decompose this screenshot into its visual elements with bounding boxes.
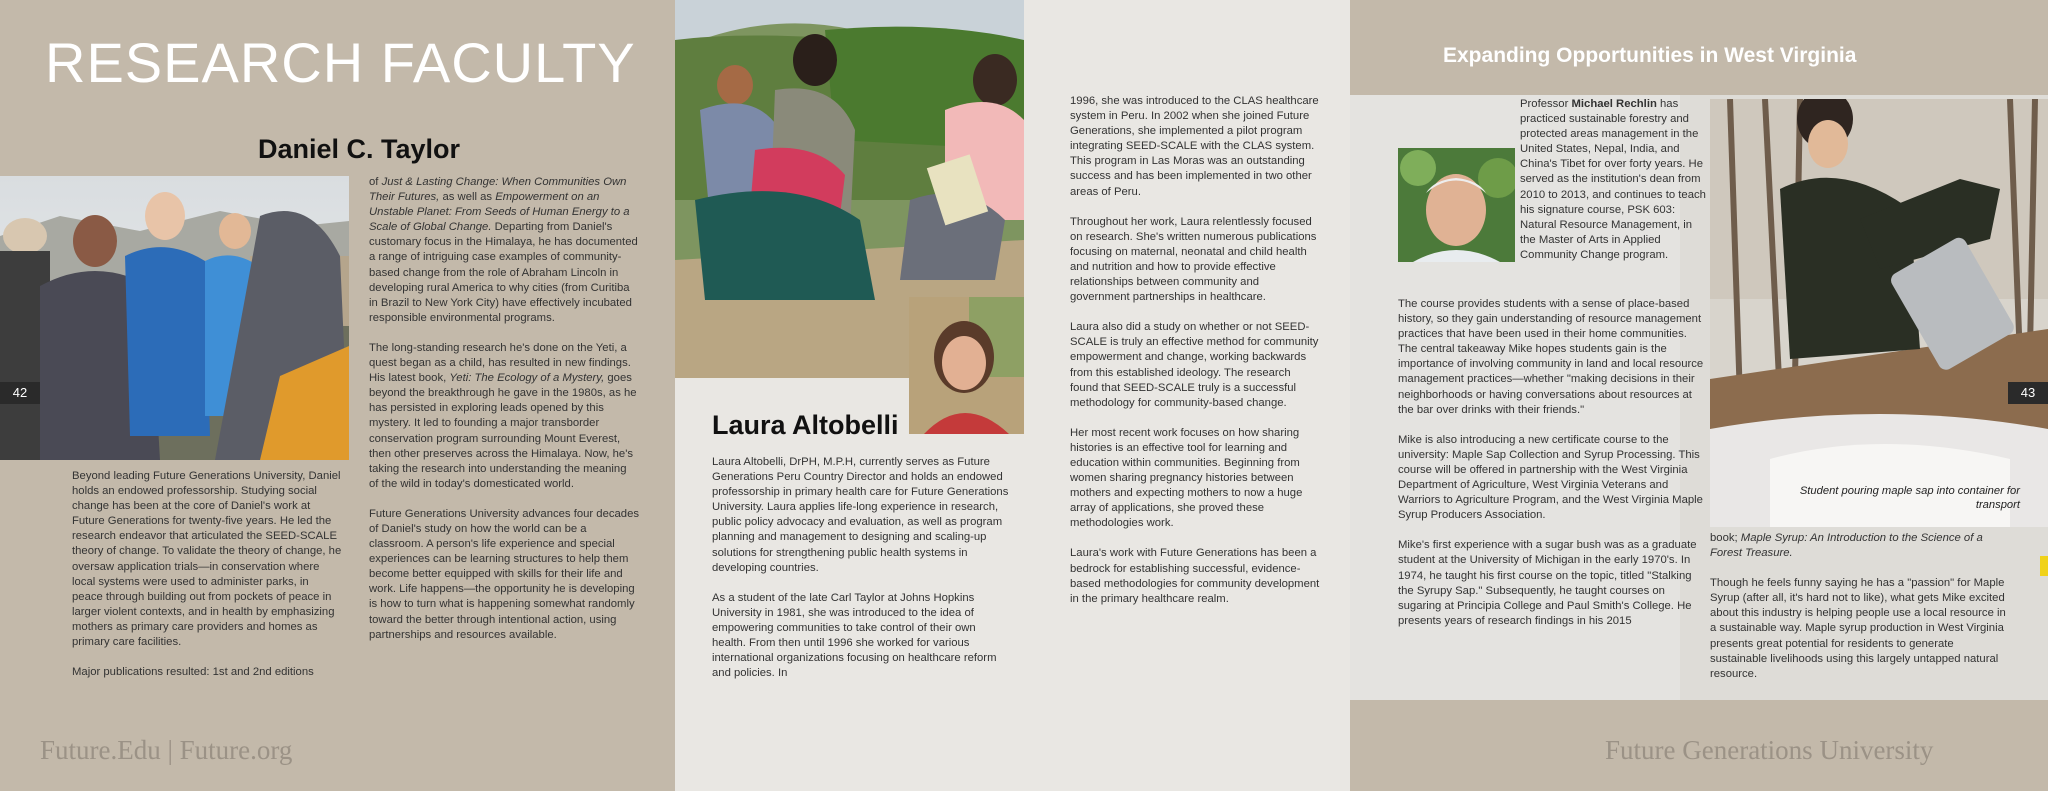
page-number-right: 43: [2008, 382, 2048, 404]
paragraph: Laura also did a study on whether or not SEED-SCALE is truly an effective method for community empowerment and change, working backwards from this established ideology. The research found that SEED-SCALE truly is a successful methodology for community-based change.: [1070, 321, 1319, 409]
paragraph: Though he feels funny saying he has a "passion" for Maple Syrup (after all, it's hard not to like), what gets Mike excited about this industry is helping people use a local resource in a sustainable way. Maple syrup production in West Virginia presents great potential for residents to generate sustainable livelihoods using this largely untapped natural resource.: [1710, 577, 2006, 680]
photo-maple-sap: [1710, 99, 2048, 527]
footer-right: Future Generations University: [1605, 735, 1934, 765]
paragraph: Future Generations University advances four decades of Daniel's study on how the world can be a classroom. A person's life experience and special experiences can be learning structures to help them become better equipped with skills for their life and work. Life happens—the opportunity he is developing is how to turn what is happening somewhat randomly toward the better through intentional action, using partnerships and resources available.: [369, 507, 640, 641]
taylor-column-2: [369, 175, 639, 658]
paragraph: Her most recent work focuses on how sharing histories is an effective tool for learning and education within communities. Beginning from women sharing pregnancy histories between mothers and expecting mothers to now a huge array of applications, she proved these methodologies work.: [1070, 426, 1303, 530]
book-title: Just & Lasting Change: When Communities Own Their Futures,: [369, 176, 627, 204]
paragraph: As a student of the late Carl Taylor at Johns Hopkins University in 1981, she was introduced to the idea of empowering communities to take control of their own health. From then until 1996 she worked for various international organizations focusing on healthcare reform and policies. In: [712, 591, 997, 680]
paragraph: Laura's work with Future Generations has been a bedrock for establishing successful, evidence-based methodologies for community development in the primary healthcare realm.: [1070, 547, 1320, 605]
book-title: Maple Syrup: An Introduction to the Science of a Forest Treasure.: [1710, 532, 1983, 560]
rechlin-column-2: [1710, 531, 2010, 697]
photo-taylor-group: [0, 176, 349, 460]
taylor-column-1: [72, 469, 342, 695]
book-title: Yeti: The Ecology of a Mystery,: [449, 372, 605, 385]
section-heading: Expanding Opportunities in West Virginia: [1443, 44, 1857, 67]
paragraph: The course provides students with a sense of place-based history, so they gain understanding of resource management practices that have been used in their home communities. The central takeaway Mike hopes students gain is the importance of involving community in land and local resource management practices—whether "making decisions in their neighborhoods or having conversations about resources at the bar over drinks with their friends.": [1398, 298, 1704, 416]
professor-name: Michael Rechlin: [1571, 98, 1657, 110]
paragraph: of Just & Lasting Change: When Communities Own Their Futures, as well as Empowerment on an Unstable Planet: From Seeds of Human Energy to a Scale of Global Change. Departing from Daniel's customary focus in the Himalaya, he has documented a range of intriguing case examples of community-based change from the role of Abraham Lincoln in developing rural America to why cities (from Curitiba in Brazil to New York City) have effectively incubated responsible environmental programs.: [369, 176, 638, 324]
paragraph: book; Maple Syrup: An Introduction to the Science of a Forest Treasure.: [1710, 532, 1983, 560]
faculty-name-altobelli: Laura Altobelli: [712, 410, 899, 440]
yellow-tab-marker: [2040, 556, 2048, 576]
page-number-left: 42: [0, 382, 40, 404]
paragraph: Professor Michael Rechlin has practiced sustainable forestry and protected areas management in the United States, Nepal, India, and China's Tibet for over forty years. He served as the institution's dean from 2010 to 2013, and continues to teach his signature course, PSK 603: Natural Resource Management, in the Master of Arts in Applied Community Change program.: [1520, 98, 1706, 261]
paragraph: 1996, she was introduced to the CLAS healthcare system in Peru. In 2002 when she joined Future Generations, she implemented a pilot program integrating SEED-SCALE with the CLAS system. This program in Las Moras was an outstanding success and has been implemented in two other areas of Peru.: [1070, 95, 1319, 198]
photo-laura-portrait: [909, 297, 1024, 434]
rechlin-column-1: [1398, 297, 1708, 644]
paragraph: Mike's first experience with a sugar bush was as a graduate student at the University of Michigan in the early 1970's. In 1974, he taught his first course on the topic, titled "Stalking the Syrupy Sap." Subsequently, he taught courses on sugaring at Principia College and Paul Smith's College. He presents years of research findings in his 2015: [1398, 539, 1697, 627]
float-spacer: [1398, 97, 1520, 265]
page-title: RESEARCH FACULTY: [45, 31, 636, 94]
photo-caption: Student pouring maple sap into container for transport: [1799, 485, 2020, 511]
book-title: Empowerment on an Unstable Planet: From Seeds of Human Energy to a Scale of Global Change.: [369, 191, 630, 234]
altobelli-column-1: [712, 455, 1012, 696]
altobelli-column-2: [1070, 94, 1320, 622]
paragraph: The long-standing research he's done on the Yeti, a quest began as a child, has resulted in new findings. His latest book, Yeti: The Ecology of a Mystery, goes beyond the breakthrough he gave in the 1980s, as he has persisted in exploring leads opened by this mystery. It led to founding a major transborder conservation program surrounding Mount Everest, then other preserves across the Himalaya. Now, he's taking the research into understanding the meaning of the wild in today's domesticated world.: [369, 341, 637, 490]
paragraph: Major publications resulted: 1st and 2nd editions: [72, 666, 314, 679]
faculty-name-taylor: Daniel C. Taylor: [258, 134, 461, 164]
paragraph: Mike is also introducing a new certificate course to the university: Maple Sap Collection and Syrup Processing. This course will be offered in partnership with the West Virginia Department of Agriculture, West Virginia Veterans and Warriors to Agriculture Program, and the West Virginia Maple Syrup Producers Association.: [1398, 433, 1703, 522]
paragraph: Laura Altobelli, DrPH, M.P.H, currently serves as Future Generations Peru Country Director and holds an endowed professorship in primary health care for Future Generations University. Laura applies life-long experience in research, public policy advocacy and evaluation, as well as program planning and management to designing and scaling-up solutions for strengthening public health systems in developing countries.: [712, 456, 1009, 574]
footer-left: Future.Edu | Future.org: [40, 735, 293, 765]
paragraph: Throughout her work, Laura relentlessly focused on research. She's written numerous publications focusing on maternal, neonatal and child health and nutrition and how to provide effective relationships between community and government partnerships in healthcare.: [1070, 215, 1317, 304]
rechlin-intro: [1398, 97, 1708, 278]
paragraph: Beyond leading Future Generations University, Daniel holds an endowed professorship. Studying social change has been at the core of Daniel's work at Future Generations for twenty-five years. He led the research endeavor that articulated the SEED-SCALE theory of change. To validate the theory of change, he oversaw application trials—in conservation where local systems were used to administer parks, in peace through building out from pockets of peace in larger violent contexts, and in health by emphasizing mothers as primary care providers and homes as primary care facilities.: [72, 470, 342, 649]
